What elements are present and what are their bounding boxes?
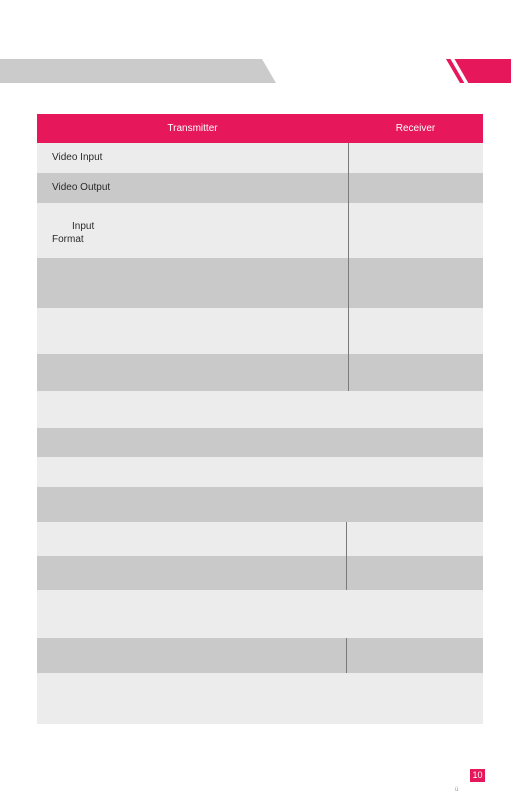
row-label-cell	[37, 638, 346, 673]
table-row	[37, 522, 483, 556]
table-row	[37, 143, 483, 173]
table-row	[37, 638, 483, 673]
column-header-receiver: Receiver	[395, 123, 436, 134]
row-label-cell	[37, 203, 348, 258]
row-label-cell	[37, 258, 348, 308]
column-header-transmitter: Transmitter	[167, 123, 218, 134]
table-header	[37, 114, 483, 143]
header-banner	[0, 59, 276, 83]
row-value-cell	[348, 308, 483, 354]
table-row	[37, 457, 483, 487]
row-label-cell	[37, 354, 348, 391]
row-value-cell	[346, 556, 483, 590]
row-value-cell	[346, 522, 483, 556]
table-row	[37, 354, 483, 391]
table-row	[37, 391, 483, 428]
table-row	[37, 428, 483, 457]
badge-slash	[449, 57, 470, 87]
row-label-video-input: Video Input	[52, 152, 103, 163]
row-value-cell	[348, 354, 483, 391]
table-row	[37, 203, 483, 258]
table-row	[37, 590, 483, 638]
table-row	[37, 308, 483, 354]
row-value-cell	[348, 143, 483, 173]
row-label-cell	[37, 173, 348, 203]
row-label-input: Input	[72, 221, 95, 232]
table-row	[37, 556, 483, 590]
row-value-cell	[348, 258, 483, 308]
row-label-video-output: Video Output	[52, 182, 111, 193]
row-label-cell	[37, 556, 346, 590]
table-row	[37, 487, 483, 522]
table-row	[37, 673, 483, 724]
table-row	[37, 258, 483, 308]
row-label-cell	[37, 308, 348, 354]
row-value-cell	[348, 203, 483, 258]
row-value-cell	[348, 173, 483, 203]
row-label-cell	[37, 143, 348, 173]
header-badge	[446, 59, 511, 83]
row-label-cell	[37, 522, 346, 556]
footer-mark: ü	[455, 787, 459, 793]
spec-table	[37, 114, 483, 724]
page-number: 10	[470, 769, 485, 782]
row-value-cell	[346, 638, 483, 673]
row-label-format: Format	[52, 234, 84, 245]
table-row	[37, 173, 483, 203]
